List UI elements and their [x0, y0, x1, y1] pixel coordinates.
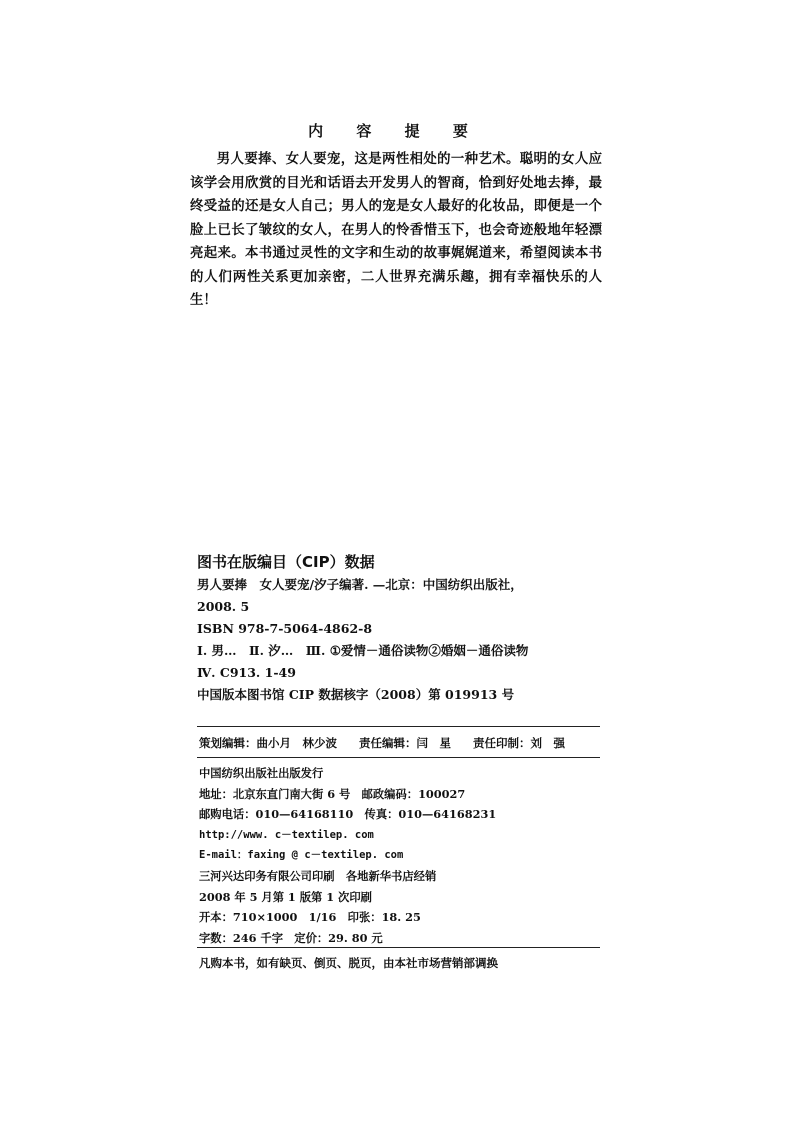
cip-classification: Ⅰ. 男… Ⅱ. 汐… Ⅲ. ①爱情－通俗读物②婚姻－通俗读物: [197, 643, 529, 658]
divider-bottom: [197, 947, 600, 948]
divider-top: [197, 726, 600, 727]
summary-body: 男人要捧、女人要宠，这是两性相处的一种艺术。聪明的女人应该学会用欣赏的目光和话语去开发男人的智商，恰到好处地去捧，最终受益的还是女人自己；男人的宠是女人最好的化妆品，即便是一个脸上已长了皱纹的女人，在男人的怜香惜玉下，也会奇迹般地年轻漂亮起来。本书通过灵性的文字和生动的故事娓娓道来，希望阅读本书的人们两性关系更加亲密，二人世界充满乐趣，拥有幸福快乐的人生！: [190, 151, 602, 308]
cip-line-date: 2008. 5: [197, 599, 250, 614]
return-notice: 凡购本书，如有缺页、倒页、脱页，由本社市场营销部调换: [199, 956, 498, 970]
summary-title: 内 容 提 要: [308, 122, 482, 140]
publisher-email: E-mail：faxing @ c－textilep. com: [199, 849, 404, 862]
publisher-name: 中国纺织出版社出版发行: [199, 766, 324, 780]
planning-editor: 策划编辑：曲小月 林少波: [199, 736, 337, 750]
publisher-url: http://www. c－textilep. com: [199, 828, 374, 841]
words-price-info: 字数：246 千字 定价：29. 80 元: [199, 930, 383, 945]
format-info: 开本：710×1000 1/16 印张：18. 25: [199, 910, 421, 925]
cip-line-title: 男人要捧 女人要宠/汐子编著. —北京：中国纺织出版社，: [197, 577, 523, 592]
responsible-printing: 责任印制：刘 强: [473, 736, 566, 750]
printer-info: 三河兴达印务有限公司印刷 各地新华书店经销: [199, 868, 437, 883]
edition-info: 2008 年 5 月第 1 版第 1 次印刷: [199, 889, 372, 904]
cip-clc: Ⅳ. C913. 1-49: [197, 665, 296, 680]
responsible-editor: 责任编辑：闫 星: [359, 736, 452, 750]
divider-middle: [197, 757, 600, 758]
editors-line: [199, 732, 599, 754]
publisher-address: 地址：北京东直门南大街 6 号 邮政编码：100027: [199, 786, 466, 801]
publisher-phone: 邮购电话：010—64168110 传真：010—64168231: [199, 807, 497, 822]
publisher-block: [199, 763, 599, 948]
cip-isbn: ISBN 978-7-5064-4862-8: [197, 621, 373, 636]
cip-block: [197, 550, 607, 706]
cip-title: 图书在版编目（CIP）数据: [197, 553, 375, 571]
cip-record: 中国版本图书馆 CIP 数据核字（2008）第 019913 号: [197, 687, 515, 702]
